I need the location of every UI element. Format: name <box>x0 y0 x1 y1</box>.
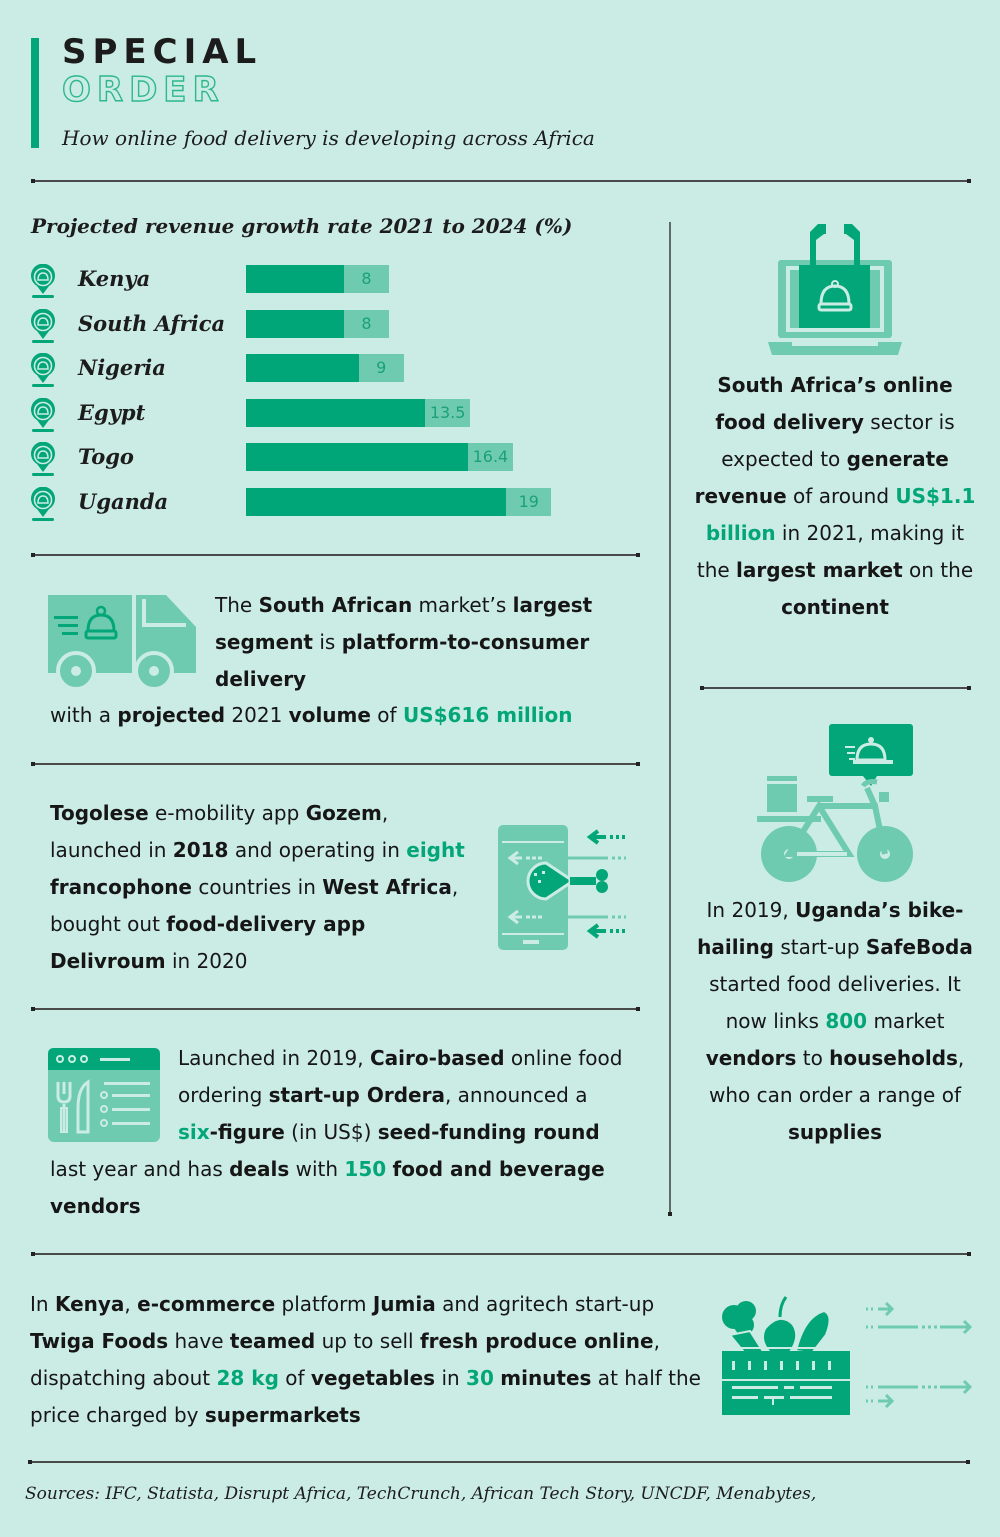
bar <box>246 265 389 293</box>
laptop-food-bag-icon <box>768 222 902 355</box>
bar-value-label: 19 <box>506 488 551 516</box>
fact-ordera-b: last year and has deals with 150 food and beverage vendors <box>50 1157 605 1218</box>
divider <box>31 1008 640 1010</box>
country-label: South Africa <box>78 310 226 336</box>
delivery-bicycle-icon <box>757 722 917 884</box>
divider <box>31 180 971 182</box>
page-title-special: SPECIAL <box>62 32 263 72</box>
location-pin-icon <box>28 442 60 478</box>
divider <box>28 1461 970 1463</box>
fact-south-africa-segment-a: The South African market’s largest segment is platform-to-consumer delivery <box>215 593 593 691</box>
page-title-order: ORDER <box>62 70 225 110</box>
vegetable-basket-icon <box>720 1295 975 1415</box>
bar-value-label: 8 <box>344 310 389 338</box>
chart-title: Projected revenue growth rate 2021 to 2024 (%) <box>31 214 573 238</box>
delivery-truck-icon <box>48 595 196 687</box>
sources-footnote: Sources: IFC, Statista, Disrupt Africa, TechCrunch, African Tech Story, UNCDF, Menabytes, <box>25 1484 817 1504</box>
page-subtitle: How online food delivery is developing across Africa <box>62 126 595 150</box>
title-accent-bar <box>31 38 39 148</box>
bar <box>246 310 389 338</box>
bar-value-label: 16.4 <box>468 443 513 471</box>
bar <box>246 399 470 427</box>
bar-value-label: 8 <box>344 265 389 293</box>
bar-value-label: 9 <box>359 354 404 382</box>
location-pin-icon <box>28 487 60 523</box>
fact-south-africa-revenue: South Africa’s online food delivery sector is expected to generate revenue of around US$1.1 billion in 2021, making it the largest market on the continent <box>694 373 976 619</box>
divider <box>31 763 640 765</box>
country-label: Nigeria <box>78 355 166 380</box>
country-label: Uganda <box>78 488 169 514</box>
online-menu-icon <box>48 1048 160 1142</box>
bar <box>246 488 551 516</box>
location-pin-icon <box>28 353 60 389</box>
divider <box>31 1253 971 1255</box>
fact-jumia-twiga: In Kenya, e-commerce platform Jumia and agritech start-up Twiga Foods have teamed up to sell fresh produce online, dispatching about 28 kg of vegetables in 30 minutes at half the price charged by supermarkets <box>30 1292 701 1427</box>
fact-ordera-a: Launched in 2019, Cairo-based online food ordering start-up Ordera, announced a six-figure (in US$) seed-funding round <box>178 1046 623 1144</box>
location-pin-icon <box>28 264 60 300</box>
bar-value-label: 13.5 <box>425 399 470 427</box>
country-label: Egypt <box>78 399 146 425</box>
fact-gozem: Togolese e-mobility app Gozem, launched in 2018 and operating in eight francophone countries in West Africa, bought out food-delivery app Delivroum in 2020 <box>50 801 465 973</box>
divider <box>700 687 971 689</box>
location-pin-icon <box>28 309 60 345</box>
divider <box>31 554 640 556</box>
location-pin-icon <box>28 398 60 434</box>
bar <box>246 443 513 471</box>
country-label: Togo <box>78 444 134 469</box>
phone-food-delivery-icon <box>498 823 626 951</box>
country-label: Kenya <box>78 266 151 291</box>
bar <box>246 354 404 382</box>
fact-safeboda: In 2019, Uganda’s bike-hailing start-up SafeBoda started food deliveries. It now links 800 market vendors to households, who can order a range of supplies <box>697 898 973 1144</box>
fact-south-africa-segment-b: with a projected 2021 volume of US$616 million <box>50 703 573 727</box>
column-divider <box>669 222 671 1216</box>
